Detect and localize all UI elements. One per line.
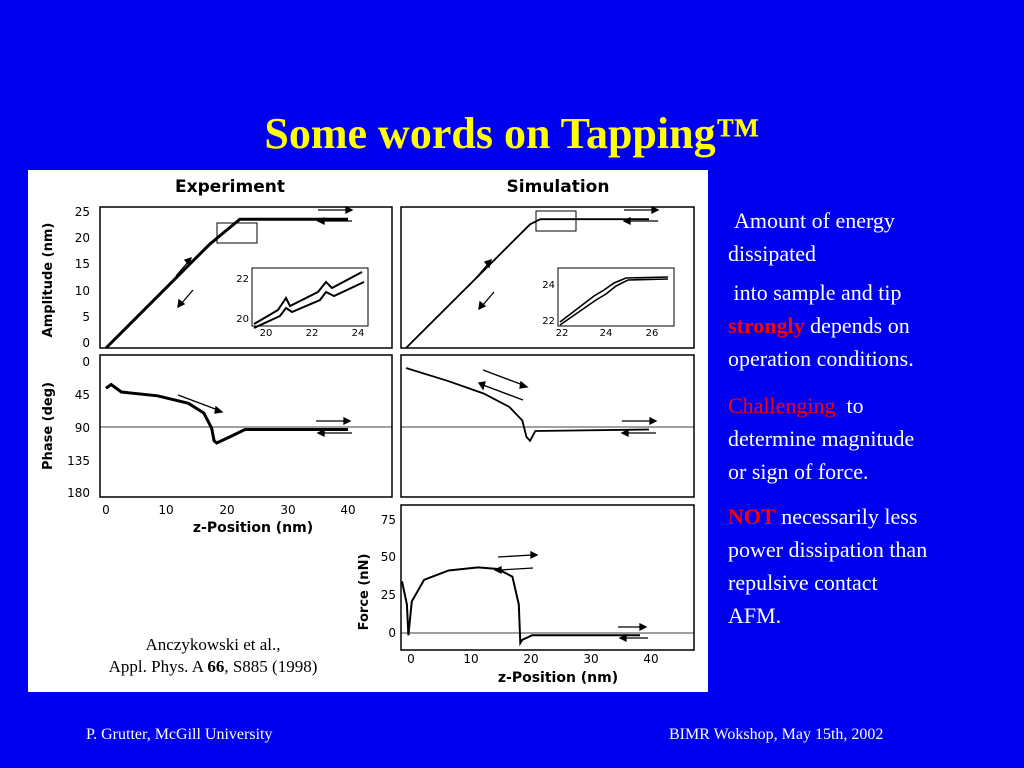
- arrow-icon: [316, 418, 350, 424]
- bullet-3-emphasis: NOT: [728, 504, 776, 529]
- x-axis-label-exp: z-Position (nm): [192, 520, 314, 536]
- inset-tick: 22: [236, 274, 249, 285]
- phase-ticks: [67, 355, 90, 500]
- amp-ticks: [75, 205, 90, 350]
- citation-pages: , S885 (1998): [224, 657, 318, 676]
- x-tick: 20: [219, 503, 235, 517]
- citation: [28, 634, 398, 678]
- bullet-3-line-2: power dissipation than: [728, 537, 928, 562]
- amp-tick: 10: [74, 284, 90, 298]
- bullet-3-line-1: [728, 500, 1008, 533]
- bullet-1-line-3: into sample and tip: [728, 280, 902, 305]
- x-tick: 0: [407, 652, 415, 666]
- bullet-3-line-3: repulsive contact: [728, 570, 878, 595]
- bullet-2-line-2: determine magnitude: [728, 426, 915, 451]
- inset-exp: [236, 268, 368, 339]
- phase-tick: 45: [74, 388, 90, 402]
- inset-tick: 24: [542, 280, 555, 291]
- force-ticks: [381, 513, 396, 640]
- phase-tick: 0: [82, 355, 90, 369]
- x-tick: 40: [643, 652, 659, 666]
- bullet-2-rest: to: [835, 393, 864, 418]
- inset-tick: 20: [259, 328, 273, 339]
- amp-tick: 15: [74, 257, 90, 271]
- x-tick: 10: [463, 652, 479, 666]
- phase-exp-frame: [100, 355, 392, 497]
- phase-sim-frame: [401, 355, 694, 497]
- inset-tick: 20: [236, 314, 249, 325]
- bullet-2-line-1: [728, 389, 1008, 422]
- afm-figure: [28, 170, 708, 692]
- phase-axis-label: Phase (deg): [41, 382, 56, 470]
- phase-tick: 180: [67, 486, 90, 500]
- header-experiment: Experiment: [175, 177, 285, 197]
- bullet-1-line-4: [728, 309, 1008, 342]
- arrow-icon: [479, 292, 494, 309]
- phase-exp-series: [106, 385, 348, 444]
- bullet-3-rest: necessarily less: [775, 504, 918, 529]
- arrow-icon: [479, 382, 523, 400]
- bullet-1-line-1: Amount of energy: [734, 208, 895, 233]
- force-tick: 75: [380, 513, 396, 527]
- x-ticks-sim: [407, 652, 658, 666]
- zoom-box-sim: [536, 211, 576, 231]
- phase-tick: 135: [67, 454, 90, 468]
- phase-tick: 90: [74, 421, 90, 435]
- amp-tick: 5: [82, 310, 90, 324]
- bullet-list: [728, 204, 1008, 632]
- force-tick: 25: [380, 588, 396, 602]
- inset-tick: 24: [351, 328, 365, 339]
- figure-panel: [28, 170, 708, 692]
- arrow-icon: [178, 290, 193, 307]
- x-ticks-exp: [102, 503, 355, 517]
- inset-tick: 22: [542, 316, 555, 327]
- inset-tick: 26: [645, 328, 659, 339]
- force-sim-frame: [401, 505, 694, 650]
- footer-left: P. Grutter, McGill University: [86, 726, 273, 743]
- arrow-icon: [624, 207, 658, 213]
- citation-line-2: [28, 656, 398, 678]
- citation-journal: Appl. Phys. A: [108, 657, 208, 676]
- citation-line-1: Anczykowski et al.,: [145, 635, 281, 654]
- force-sim-series: [402, 567, 640, 643]
- x-tick: 40: [340, 503, 356, 517]
- header-simulation: Simulation: [506, 177, 610, 197]
- inset-tick: 24: [599, 328, 613, 339]
- bullet-1-line-2: dissipated: [728, 241, 816, 266]
- arrow-icon: [622, 418, 656, 424]
- amp-axis-label: Amplitude (nm): [41, 222, 56, 338]
- bullet-1-line-5: operation conditions.: [728, 346, 914, 371]
- inset-sim: [542, 268, 674, 339]
- footer-right: BIMR Wokshop, May 15th, 2002: [669, 726, 884, 743]
- x-tick: 20: [523, 652, 539, 666]
- phase-sim-series: [406, 368, 649, 441]
- force-axis-label: Force (nN): [357, 553, 372, 631]
- x-axis-label-sim: z-Position (nm): [497, 670, 619, 686]
- amp-tick: 0: [82, 336, 90, 350]
- x-tick: 0: [102, 503, 110, 517]
- citation-volume: 66: [207, 657, 225, 676]
- bullet-2-emphasis: Challenging: [728, 393, 836, 418]
- amp-tick: 25: [74, 205, 90, 219]
- bullet-1-rest: depends on: [804, 313, 910, 338]
- inset-tick: 22: [555, 328, 569, 339]
- inset-tick: 22: [305, 328, 319, 339]
- arrow-icon: [498, 552, 537, 558]
- amp-tick: 20: [74, 231, 90, 245]
- x-tick: 30: [280, 503, 296, 517]
- arrow-icon: [483, 370, 527, 388]
- bullet-2-line-3: or sign of force.: [728, 459, 869, 484]
- arrow-icon: [318, 207, 352, 213]
- bullet-3-line-4: AFM.: [728, 603, 782, 628]
- bullet-1-emphasis: strongly: [728, 313, 805, 338]
- x-tick: 30: [583, 652, 599, 666]
- arrow-icon: [618, 624, 646, 630]
- arrow-icon: [622, 430, 656, 436]
- slide-title: Some words on Tapping™: [264, 109, 760, 158]
- force-tick: 50: [380, 550, 396, 564]
- force-tick: 0: [388, 626, 396, 640]
- x-tick: 10: [158, 503, 174, 517]
